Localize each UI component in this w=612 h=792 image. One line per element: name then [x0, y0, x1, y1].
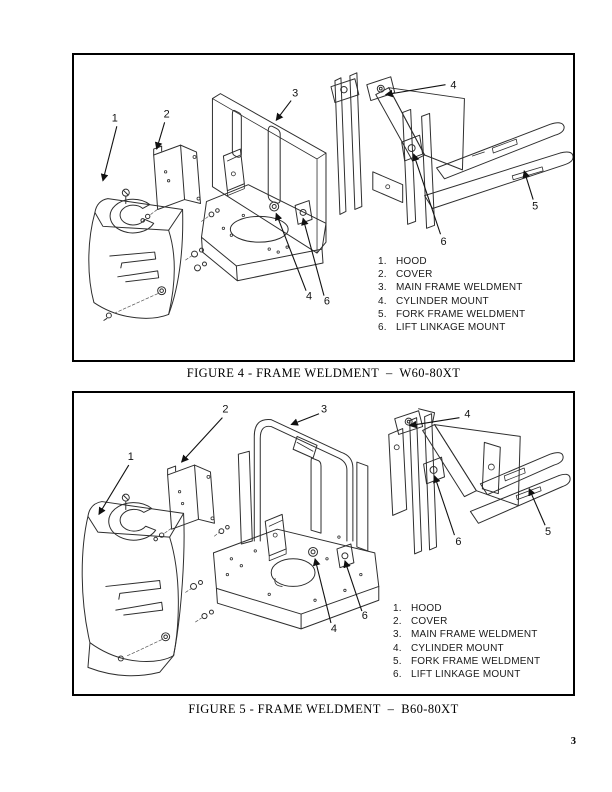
callout-6-bottom-label: 6	[323, 295, 331, 308]
cover-drawing	[154, 465, 229, 622]
part-number: 4.	[378, 295, 387, 307]
part-row	[393, 602, 540, 615]
part-label: HOOD	[411, 603, 442, 614]
part-row	[378, 281, 525, 294]
part-label: CYLINDER MOUNT	[396, 295, 489, 307]
figure-5-caption: FIGURE 5 - FRAME WELDMENT – B60-80XT	[188, 702, 459, 716]
hood-drawing	[89, 189, 207, 320]
figure-5-parts-list	[393, 602, 540, 681]
part-number: 4.	[393, 642, 402, 654]
callout-2-label: 2	[222, 403, 229, 416]
part-row	[378, 308, 525, 321]
callout-4-top-label: 4	[464, 408, 471, 421]
callout-3-label: 3	[320, 403, 328, 416]
part-number: 6.	[393, 669, 402, 681]
part-label: MAIN FRAME WELDMENT	[411, 629, 538, 641]
part-number: 3.	[378, 282, 387, 294]
part-row	[378, 295, 525, 308]
part-label: FORK FRAME WELDMENT	[411, 655, 541, 667]
figure-4-box	[72, 53, 575, 362]
cover-drawing	[141, 145, 219, 222]
part-number: 5.	[393, 655, 402, 667]
part-label: FORK FRAME WELDMENT	[396, 308, 526, 320]
part-label: HOOD	[396, 256, 427, 267]
main-frame-drawing	[213, 419, 378, 628]
figure-5-leader-arrows	[99, 414, 545, 623]
callout-1-label: 1	[111, 112, 118, 125]
callout-4-bottom-label: 4	[330, 622, 338, 635]
page-number: 3	[570, 736, 576, 747]
figure-4-parts-list	[378, 255, 525, 334]
part-row	[393, 628, 540, 641]
part-row	[393, 668, 540, 681]
callout-6-right-label: 6	[440, 236, 447, 249]
figure-4-caption: FIGURE 4 - FRAME WELDMENT – W60-80XT	[186, 366, 461, 380]
callout-6-bottom-label: 6	[361, 610, 368, 622]
callout-3-label: 3	[292, 87, 299, 100]
part-label: CYLINDER MOUNT	[411, 642, 504, 654]
part-row	[378, 321, 525, 334]
part-number: 2.	[378, 269, 387, 281]
callout-1-label: 1	[127, 451, 134, 464]
part-label: LIFT LINKAGE MOUNT	[411, 669, 521, 681]
part-number: 1.	[378, 256, 387, 267]
part-number: 6.	[378, 322, 387, 334]
part-label: LIFT LINKAGE MOUNT	[396, 322, 506, 334]
hood-drawing	[82, 494, 202, 676]
callout-5-label: 5	[532, 200, 539, 213]
part-label: COVER	[411, 616, 448, 628]
callout-4-top-label: 4	[450, 79, 457, 92]
part-number: 2.	[393, 616, 402, 628]
part-row	[378, 268, 525, 281]
figure-5-box	[72, 391, 575, 696]
part-row	[393, 615, 540, 628]
callout-4-bottom-label: 4	[306, 290, 313, 303]
part-number: 1.	[393, 603, 402, 614]
part-label: MAIN FRAME WELDMENT	[396, 282, 523, 294]
part-number: 3.	[393, 629, 402, 641]
part-row	[393, 642, 540, 655]
part-row	[378, 255, 525, 268]
callout-6-mid-label: 6	[455, 536, 462, 548]
main-frame-drawing	[201, 94, 326, 281]
part-label: COVER	[396, 269, 433, 281]
callout-2-label: 2	[163, 108, 170, 121]
fork-frame-drawing	[389, 409, 570, 554]
part-number: 5.	[378, 308, 387, 320]
part-row	[393, 655, 540, 668]
callout-5-label: 5	[545, 526, 552, 539]
